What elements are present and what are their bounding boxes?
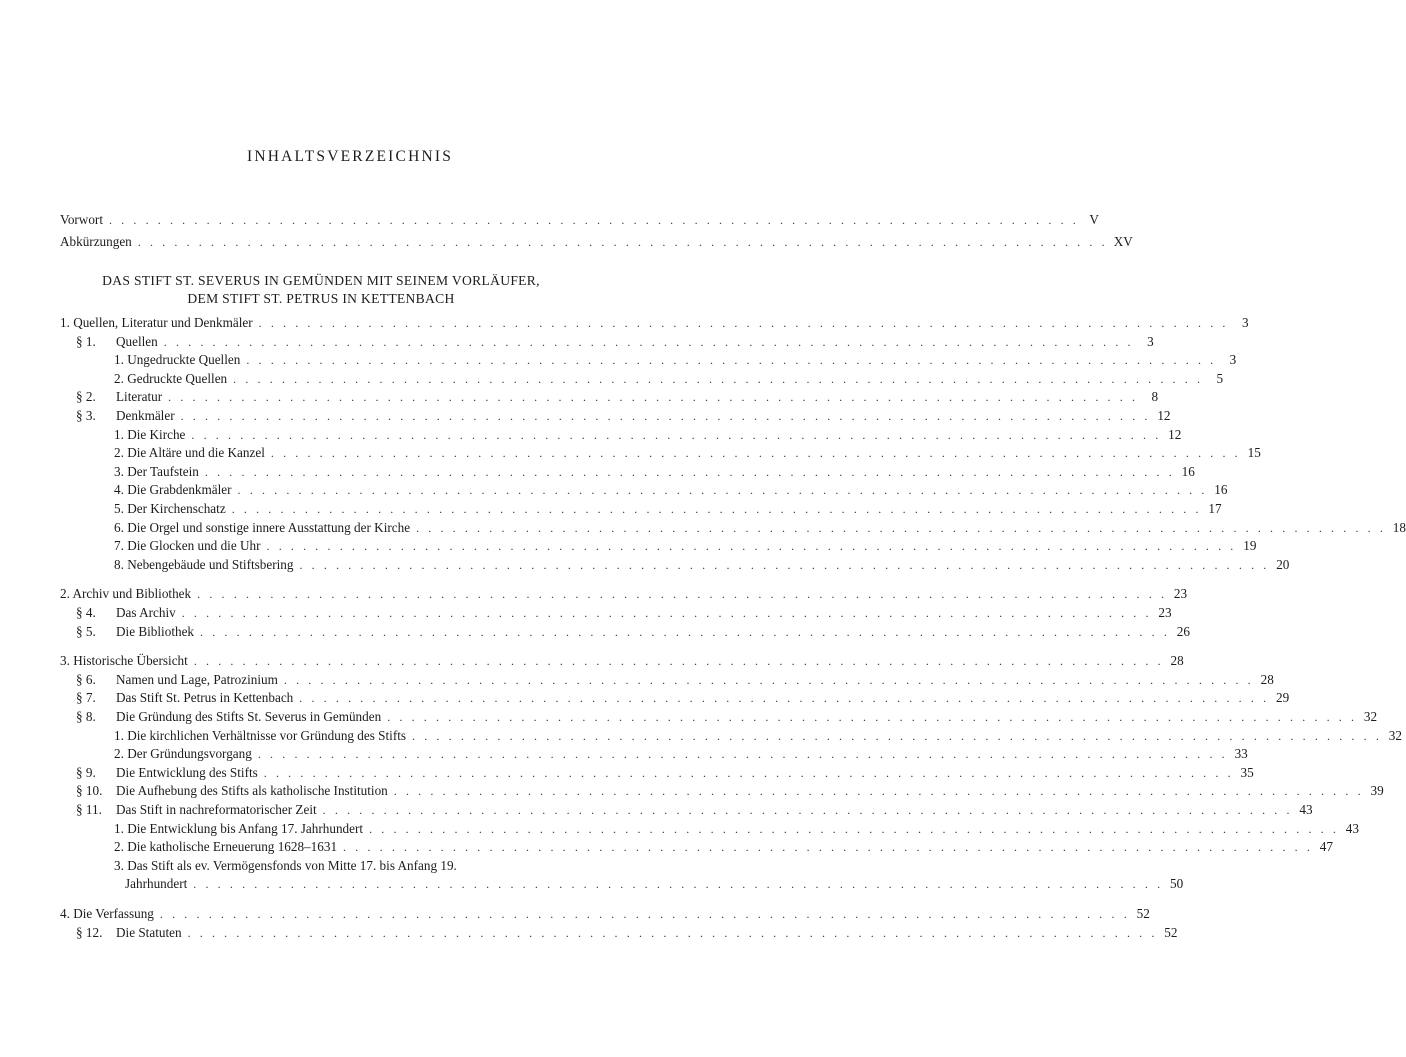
toc-page-number: 16 [1181, 463, 1195, 479]
leader-dots: . . . . . . . . . . . . . . . . . . . . . . . . . . . . . . . . . . . . . . . . . . . . . . . . . . . . . . . . . . . . . . . . . . . . . . . . . . . . . . . . [237, 483, 1208, 498]
section-number: § 1. [76, 333, 96, 349]
section-number: § 6. [76, 671, 96, 687]
toc-chapter-row [60, 313, 1249, 333]
leader-dots: . . . . . . . . . . . . . . . . . . . . . . . . . . . . . . . . . . . . . . . . . . . . . . . . . . . . . . . . . . . . . . . . . . . . . . . . . . . . . . . . [187, 925, 1158, 940]
toc-subsection-row [114, 536, 1257, 556]
toc-page-number: 23 [1173, 586, 1188, 602]
leader-dots: . . . . . . . . . . . . . . . . . . . . . . . . . . . . . . . . . . . . . . . . . . . . . . . . . . . . . . . . . . . . . . . . . . . . . . . . . . . . . . . . [416, 520, 1386, 535]
leader-dots: . . . . . . . . . . . . . . . . . . . . . . . . . . . . . . . . . . . . . . . . . . . . . . . . . . . . . . . . . . . . . . . . . . . . . . . . . . . . . . . . [231, 502, 1202, 516]
toc-chapter-row [60, 904, 1150, 924]
toc-subsection-row [114, 425, 1182, 445]
toc-subsection-row [114, 369, 1224, 389]
toc-entry-text: 4. Die Verfassung [60, 906, 154, 921]
toc-entry-text: 3. Historische Übersicht [60, 653, 188, 669]
toc-row-front-matter [60, 210, 1099, 230]
toc-page-number: 17 [1208, 501, 1222, 516]
toc-entry-text: Literatur [116, 389, 163, 405]
toc-page-number: 23 [1158, 605, 1172, 620]
toc-page-number: 50 [1169, 876, 1184, 892]
leader-dots: . . . . . . . . . . . . . . . . . . . . . . . . . . . . . . . . . . . . . . . . . . . . . . . . . . . . . . . . . . . . . . . . . . . . . . . . . . . . . . . . [263, 765, 1234, 780]
toc-section-row [76, 763, 1254, 783]
toc-entry-text: Das Stift St. Petrus in Kettenbach [116, 690, 294, 706]
leader-dots: . . . . . . . . . . . . . . . . . . . . . . . . . . . . . . . . . . . . . . . . . . . . . . . . . . . . . . . . . . . . . . . . . . . . . . . . . . . . . . . . [168, 390, 1139, 405]
section-number: § 7. [76, 690, 96, 706]
toc-page-number: 39 [1370, 783, 1384, 799]
toc-entry-text: 2. Die katholische Erneuerung 1628–1631 [114, 839, 338, 855]
toc-entry-text: 6. Die Orgel und sonstige innere Ausstattung der Kirche [114, 519, 411, 535]
toc-entry-text: Die Entwicklung des Stifts [116, 764, 258, 780]
toc-entry-text: Das Stift in nachreformatorischer Zeit [116, 802, 317, 817]
section-number: § 11. [76, 802, 102, 817]
toc-entry-text: Abkürzungen [60, 234, 132, 249]
toc-subsection-row [114, 555, 1290, 575]
toc-entry-text: 1. Die kirchlichen Verhältnisse vor Gründung des Stifts [114, 727, 407, 743]
toc-entry-text: Das Archiv [116, 605, 176, 620]
toc-entry-text: Jahrhundert [125, 876, 188, 892]
toc-page-number: 15 [1247, 445, 1261, 461]
toc-subsection-row [114, 499, 1222, 519]
leader-dots: . . . . . . . . . . . . . . . . . . . . . . . . . . . . . . . . . . . . . . . . . . . . . . . . . . . . . . . . . . . . . . . . . . . . . . . . . . . . . . . . [343, 840, 1313, 855]
toc-entry-text: Die Gründung des Stifts St. Severus in Gemünden [116, 709, 382, 724]
toc-section-row [76, 387, 1159, 407]
toc-row-front-matter [60, 232, 1133, 252]
toc-entry-text: 3. Der Taufstein [114, 463, 199, 479]
toc-page-number: 29 [1276, 690, 1290, 706]
leader-dots: . . . . . . . . . . . . . . . . . . . . . . . . . . . . . . . . . . . . . . . . . . . . . . . . . . . . . . . . . . . . . . . . . . . . . . . . . . . . . . . . [204, 464, 1175, 479]
leader-dots: . . . . . . . . . . . . . . . . . . . . . . . . . . . . . . . . . . . . . . . . . . . . . . . . . . . . . . . . . . . . . . . . . . . . . . . . . . . . . . . . [266, 539, 1237, 554]
leader-dots: . . . . . . . . . . . . . . . . . . . . . . . . . . . . . . . . . . . . . . . . . . . . . . . . . . . . . . . . . . . . . . . . . . . . . . . . . . . . . . . . [180, 409, 1151, 423]
toc-chapter-row [60, 651, 1184, 671]
toc-section-row [76, 688, 1290, 708]
section-number: § 12. [76, 924, 103, 940]
toc-entry-text: 7. Die Glocken und die Uhr [114, 538, 261, 554]
leader-dots: . . . . . . . . . . . . . . . . . . . . . . . . . . . . . . . . . . . . . . . . . . . . . . . . . . . . . . . . . . . . . . . . . . . . . . . . . . . . . . . . [181, 606, 1152, 620]
leader-dots: . . . . . . . . . . . . . . . . . . . . . . . . . . . . . . . . . . . . . . . . . . . . . . . . . . . . . . . . . . . . . . . . . . . . . . . . . . . . . . . . [137, 235, 1108, 249]
toc-entry-text: 1. Quellen, Literatur und Denkmäler [60, 315, 253, 330]
toc-subsection-row [114, 480, 1228, 500]
toc-page-number: 33 [1234, 746, 1248, 762]
leader-dots: . . . . . . . . . . . . . . . . . . . . . . . . . . . . . . . . . . . . . . . . . . . . . . . . . . . . . . . . . . . . . . . . . . . . . . . . . . . . . . . . [369, 821, 1339, 836]
leader-dots: . . . . . . . . . . . . . . . . . . . . . . . . . . . . . . . . . . . . . . . . . . . . . . . . . . . . . . . . . . . . . . . . . . . . . . . . . . . . . . . . [193, 877, 1164, 892]
section-number: § 5. [76, 623, 96, 639]
leader-dots: . . . . . . . . . . . . . . . . . . . . . . . . . . . . . . . . . . . . . . . . . . . . . . . . . . . . . . . . . . . . . . . . . . . . . . . . . . . . . . . . [412, 728, 1382, 743]
part-heading-line-2: DEM STIFT ST. PETRUS IN KETTENBACH [187, 291, 455, 306]
toc-entry-text: Quellen [116, 333, 158, 349]
toc-page-number: 26 [1176, 623, 1190, 639]
toc-subsection-row [125, 874, 1184, 894]
toc-page-number: V [1089, 212, 1099, 227]
leader-dots: . . . . . . . . . . . . . . . . . . . . . . . . . . . . . . . . . . . . . . . . . . . . . . . . . . . . . . . . . . . . . . . . . . . . . . . . . . . . . . . . [258, 316, 1229, 330]
toc-subsection-row [114, 443, 1261, 463]
toc-entry-text: 2. Gedruckte Quellen [114, 370, 228, 386]
toc-subsection-row [114, 837, 1333, 857]
toc-section-row [76, 781, 1384, 801]
toc-section-row [76, 622, 1190, 642]
toc-subsection-row [114, 462, 1195, 482]
leader-dots: . . . . . . . . . . . . . . . . . . . . . . . . . . . . . . . . . . . . . . . . . . . . . . . . . . . . . . . . . . . . . . . . . . . . . . . . . . . . . . . . [283, 672, 1254, 687]
toc-subsection-row [114, 518, 1406, 538]
toc-page-number: 47 [1319, 839, 1333, 855]
toc-subsection-row [114, 726, 1402, 746]
leader-dots: . . . . . . . . . . . . . . . . . . . . . . . . . . . . . . . . . . . . . . . . . . . . . . . . . . . . . . . . . . . . . . . . . . . . . . . . . . . . . . . . [393, 784, 1364, 799]
toc-page-number: 8 [1151, 389, 1159, 405]
toc-page-number: 43 [1345, 820, 1359, 836]
toc-entry-text: Denkmäler [116, 408, 175, 423]
toc-entry-text: 5. Der Kirchenschatz [114, 501, 226, 516]
toc-page-number: 43 [1299, 802, 1313, 817]
toc-entry-text: Die Aufhebung des Stifts als katholische Institution [116, 783, 388, 799]
leader-dots: . . . . . . . . . . . . . . . . . . . . . . . . . . . . . . . . . . . . . . . . . . . . . . . . . . . . . . . . . . . . . . . . . . . . . . . . . . . . . . . . [246, 353, 1217, 368]
toc-page-number: 20 [1276, 556, 1290, 572]
section-number: § 9. [76, 764, 96, 780]
toc-entry-text: 8. Nebengebäude und Stiftsbering [114, 556, 294, 572]
toc-entry-text: Die Bibliothek [116, 623, 195, 639]
toc-page-number: 12 [1157, 408, 1171, 423]
leader-dots: . . . . . . . . . . . . . . . . . . . . . . . . . . . . . . . . . . . . . . . . . . . . . . . . . . . . . . . . . . . . . . . . . . . . . . . . . . . . . . . . [193, 654, 1164, 669]
toc-subsection-row [114, 856, 582, 876]
toc-page-number: 32 [1363, 709, 1378, 724]
leader-dots: . . . . . . . . . . . . . . . . . . . . . . . . . . . . . . . . . . . . . . . . . . . . . . . . . . . . . . . . . . . . . . . . . . . . . . . . . . . . . . . . [387, 710, 1358, 724]
leader-dots: . . . . . . . . . . . . . . . . . . . . . . . . . . . . . . . . . . . . . . . . . . . . . . . . . . . . . . . . . . . . . . . . . . . . . . . . . . . . . . . . [257, 747, 1228, 762]
toc-page-number: 3 [1147, 333, 1154, 349]
toc-entry-text: Namen und Lage, Patrozinium [116, 671, 278, 687]
section-number: § 8. [76, 709, 96, 724]
toc-section-row [76, 670, 1274, 690]
leader-dots: . . . . . . . . . . . . . . . . . . . . . . . . . . . . . . . . . . . . . . . . . . . . . . . . . . . . . . . . . . . . . . . . . . . . . . . . . . . . . . . . [299, 557, 1270, 572]
toc-entry-text: 2. Der Gründungsvorgang [114, 746, 252, 762]
leader-dots: . . . . . . . . . . . . . . . . . . . . . . . . . . . . . . . . . . . . . . . . . . . . . . . . . . . . . . . . . . . . . . . . . . . . . . . . . . . . . . . . [200, 624, 1170, 639]
toc-page-number: 16 [1214, 482, 1228, 498]
section-number: § 2. [76, 389, 96, 405]
toc-section-row [76, 332, 1154, 352]
toc-page-number: 28 [1170, 653, 1184, 669]
leader-dots: . . . . . . . . . . . . . . . . . . . . . . . . . . . . . . . . . . . . . . . . . . . . . . . . . . . . . . . . . . . . . . . . . . . . . . . . . . . . . . . . [197, 587, 1168, 602]
toc-entry-text: 1. Die Kirche [114, 426, 186, 442]
toc-page-number: 3 [1229, 352, 1237, 368]
toc-page-number: 32 [1388, 727, 1402, 743]
toc-page-number: 3 [1241, 315, 1249, 330]
toc-entry-text: 4. Die Grabdenkmäler [114, 482, 232, 498]
toc-subsection-row [114, 350, 1237, 370]
toc-entry-text: Vorwort [60, 212, 103, 227]
toc-section-row [76, 406, 1171, 426]
part-heading-line-1: DAS STIFT ST. SEVERUS IN GEMÜNDEN MIT SEINEM VORLÄUFER, [102, 273, 540, 288]
toc-page-number: 5 [1216, 370, 1224, 386]
toc-page-number: 35 [1240, 764, 1254, 780]
toc-entry-text: 3. Das Stift als ev. Vermögensfonds von Mitte 17. bis Anfang 19. [114, 857, 457, 873]
toc-page-number: 28 [1260, 671, 1274, 687]
leader-dots: . . . . . . . . . . . . . . . . . . . . . . . . . . . . . . . . . . . . . . . . . . . . . . . . . . . . . . . . . . . . . . . . . . . . . . . . . . . . . . . . [322, 803, 1293, 817]
toc-section-row [76, 800, 1313, 820]
leader-dots: . . . . . . . . . . . . . . . . . . . . . . . . . . . . . . . . . . . . . . . . . . . . . . . . . . . . . . . . . . . . . . . . . . . . . . . . . . . . . . . . [108, 213, 1079, 227]
leader-dots: . . . . . . . . . . . . . . . . . . . . . . . . . . . . . . . . . . . . . . . . . . . . . . . . . . . . . . . . . . . . . . . . . . . . . . . . . . . . . . . . [159, 907, 1130, 921]
leader-dots: . . . . . . . . . . . . . . . . . . . . . . . . . . . . . . . . . . . . . . . . . . . . . . . . . . . . . . . . . . . . . . . . . . . . . . . . . . . . . . . . [270, 446, 1241, 461]
toc-entry-text: Die Statuten [116, 924, 182, 940]
toc-section-row [76, 923, 1178, 943]
toc-page-number: 52 [1164, 924, 1178, 940]
page-title: INHALTSVERZEICHNIS [246, 148, 454, 165]
toc-section-row [76, 707, 1378, 727]
leader-dots: . . . . . . . . . . . . . . . . . . . . . . . . . . . . . . . . . . . . . . . . . . . . . . . . . . . . . . . . . . . . . . . . . . . . . . . . . . . . . . . . [163, 334, 1134, 349]
toc-subsection-row [114, 744, 1248, 764]
toc-section-row [76, 603, 1172, 623]
toc-entry-text: 2. Die Altäre und die Kanzel [114, 445, 265, 461]
section-number: § 10. [76, 783, 103, 799]
toc-page-number: 52 [1136, 906, 1150, 921]
leader-dots: . . . . . . . . . . . . . . . . . . . . . . . . . . . . . . . . . . . . . . . . . . . . . . . . . . . . . . . . . . . . . . . . . . . . . . . . . . . . . . . . [191, 427, 1162, 442]
toc-entry-text: 1. Ungedruckte Quellen [114, 352, 241, 368]
section-number: § 3. [76, 408, 96, 423]
leader-dots: . . . . . . . . . . . . . . . . . . . . . . . . . . . . . . . . . . . . . . . . . . . . . . . . . . . . . . . . . . . . . . . . . . . . . . . . . . . . . . . . [233, 371, 1204, 386]
toc-page-number: 19 [1243, 538, 1257, 554]
toc-entry-text: 1. Die Entwicklung bis Anfang 17. Jahrhundert [114, 820, 364, 836]
toc-subsection-row [114, 819, 1359, 839]
toc-entry-text: 2. Archiv und Bibliothek [60, 586, 192, 602]
toc-page-number: XV [1113, 234, 1133, 249]
toc-chapter-row [60, 584, 1188, 604]
section-number: § 4. [76, 605, 96, 620]
toc-page-number: 12 [1168, 426, 1182, 442]
toc-page-number: 18 [1392, 519, 1406, 535]
leader-dots: . . . . . . . . . . . . . . . . . . . . . . . . . . . . . . . . . . . . . . . . . . . . . . . . . . . . . . . . . . . . . . . . . . . . . . . . . . . . . . . . [299, 691, 1270, 706]
